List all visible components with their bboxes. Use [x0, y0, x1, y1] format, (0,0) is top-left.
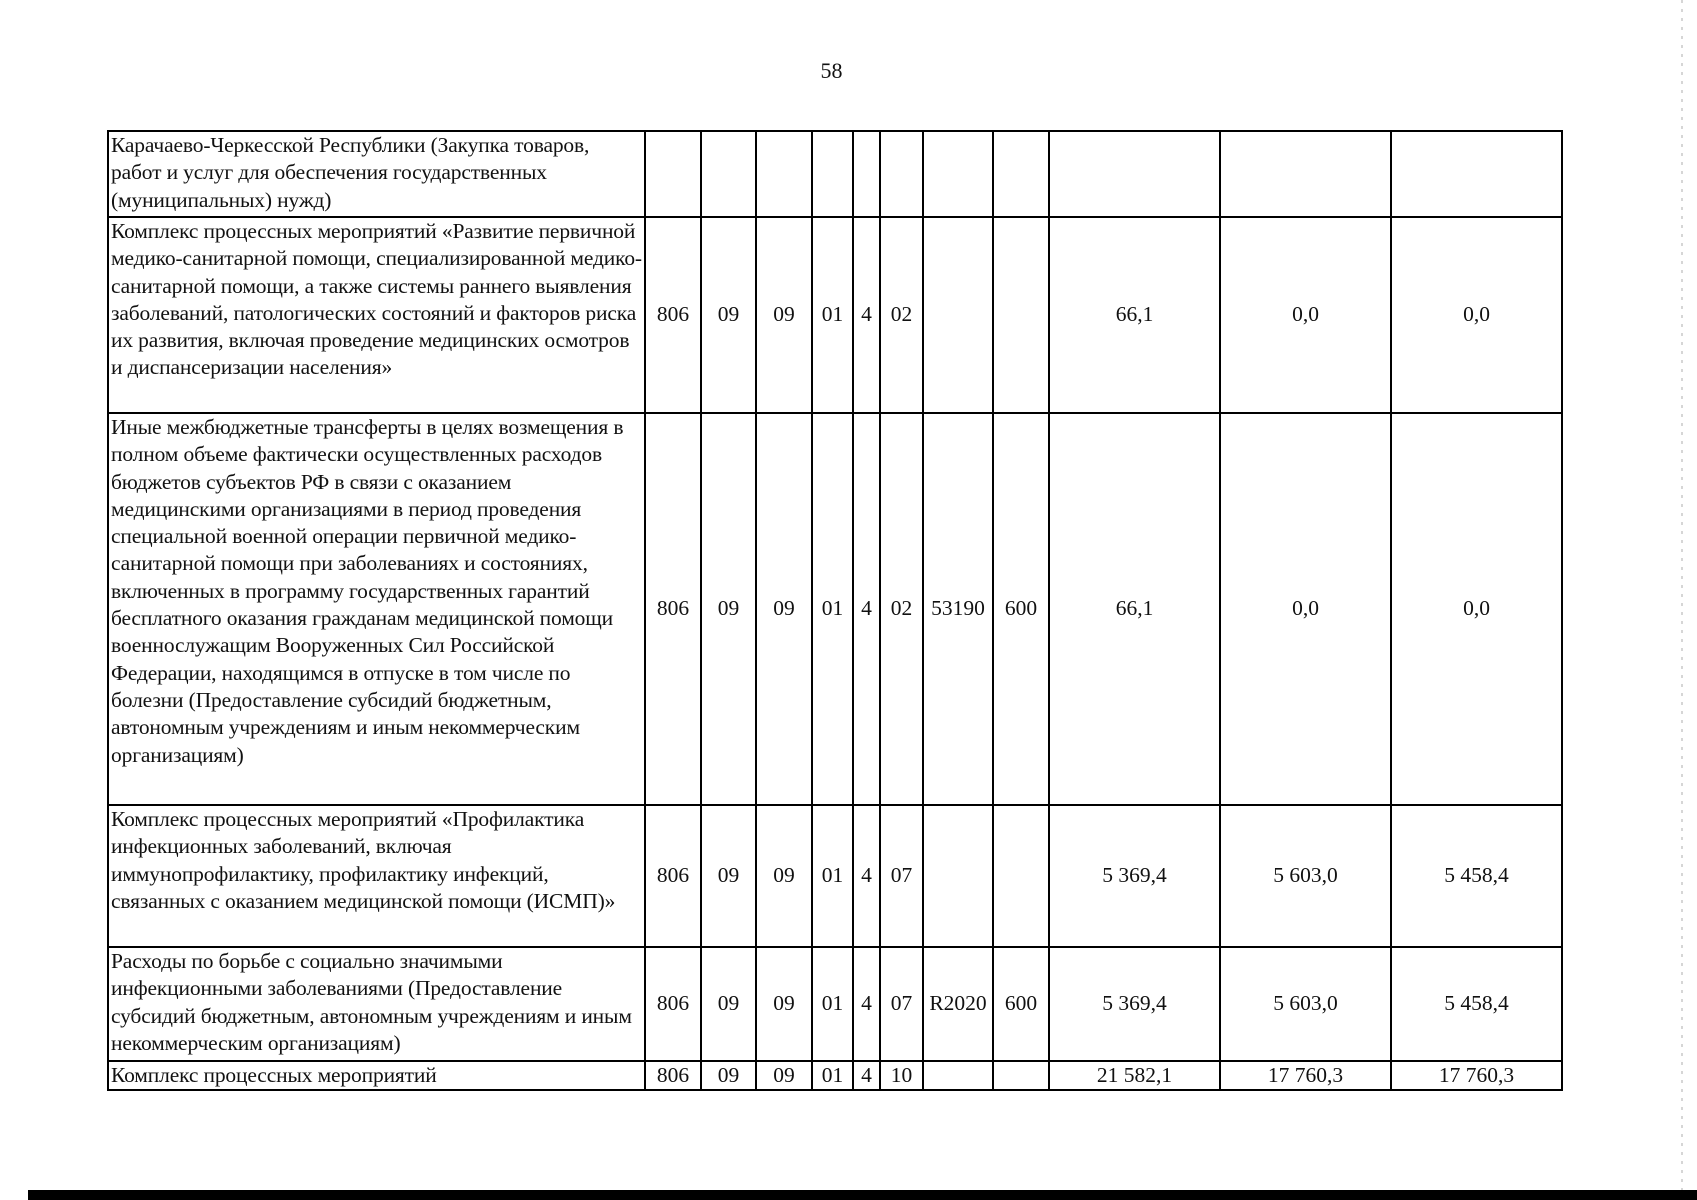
- item-code: 07: [880, 805, 923, 947]
- amount-2024: 5 369,4: [1049, 947, 1220, 1061]
- row-name: Комплекс процессных мероприятий: [108, 1061, 645, 1090]
- subprogram-code: 4: [853, 1061, 880, 1090]
- subsection-code: [756, 131, 812, 217]
- section-code: 09: [701, 1061, 756, 1090]
- amount-2025: 0,0: [1220, 413, 1391, 805]
- expense-type-code: [993, 1061, 1049, 1090]
- expense-type-code: 600: [993, 947, 1049, 1061]
- amount-2024: 66,1: [1049, 413, 1220, 805]
- amount-2024: 5 369,4: [1049, 805, 1220, 947]
- ministry-code: 806: [645, 805, 701, 947]
- target-code: [923, 131, 993, 217]
- amount-2025: [1220, 131, 1391, 217]
- amount-2026: 17 760,3: [1391, 1061, 1562, 1090]
- amount-2024: [1049, 131, 1220, 217]
- subprogram-code: 4: [853, 805, 880, 947]
- item-code: 07: [880, 947, 923, 1061]
- program-code: 01: [812, 413, 853, 805]
- amount-2026: [1391, 131, 1562, 217]
- section-code: 09: [701, 217, 756, 413]
- amount-2025: 5 603,0: [1220, 947, 1391, 1061]
- target-code: [923, 217, 993, 413]
- section-code: [701, 131, 756, 217]
- subsection-code: 09: [756, 805, 812, 947]
- ministry-code: [645, 131, 701, 217]
- expense-type-code: [993, 217, 1049, 413]
- expense-type-code: [993, 805, 1049, 947]
- section-code: 09: [701, 947, 756, 1061]
- amount-2025: 17 760,3: [1220, 1061, 1391, 1090]
- item-code: [880, 131, 923, 217]
- amount-2026: 0,0: [1391, 217, 1562, 413]
- budget-table: [107, 130, 1563, 1091]
- section-code: 09: [701, 805, 756, 947]
- subprogram-code: 4: [853, 947, 880, 1061]
- table-row: [108, 131, 1562, 217]
- program-code: 01: [812, 217, 853, 413]
- target-code: R2020: [923, 947, 993, 1061]
- table-row: [108, 805, 1562, 947]
- target-code: 53190: [923, 413, 993, 805]
- item-code: 02: [880, 217, 923, 413]
- program-code: [812, 131, 853, 217]
- row-name: Иные межбюджетные трансферты в целях возмещения в полном объеме фактически осуществленных расходов бюджетов субъектов РФ в связи с оказанием медицинскими организациями в период проведения специальной военной операции первичной медико-санитарной помощи при заболеваниях и состояниях, включенных в программу государственных гарантий бесплатного оказания гражданам медицинской помощи военнослужащим Вооруженных Сил Российской Федерации, находящимся в отпуске в том числе по болезни (Предоставление субсидий бюджетным, автономным учреждениям и иным некоммерческим организациям): [108, 413, 645, 805]
- subprogram-code: 4: [853, 217, 880, 413]
- row-name: Карачаево-Черкесской Республики (Закупка товаров, работ и услуг для обеспечения государственных (муниципальных) нужд): [108, 131, 645, 217]
- subprogram-code: 4: [853, 413, 880, 805]
- ministry-code: 806: [645, 413, 701, 805]
- item-code: 02: [880, 413, 923, 805]
- subprogram-code: [853, 131, 880, 217]
- amount-2024: 66,1: [1049, 217, 1220, 413]
- amount-2025: 5 603,0: [1220, 805, 1391, 947]
- amount-2024: 21 582,1: [1049, 1061, 1220, 1090]
- ministry-code: 806: [645, 947, 701, 1061]
- target-code: [923, 805, 993, 947]
- program-code: 01: [812, 947, 853, 1061]
- page-number: 58: [820, 58, 843, 83]
- amount-2025: 0,0: [1220, 217, 1391, 413]
- amount-2026: 0,0: [1391, 413, 1562, 805]
- ministry-code: 806: [645, 217, 701, 413]
- subsection-code: 09: [756, 1061, 812, 1090]
- row-name: Комплекс процессных мероприятий «Развитие первичной медико-санитарной помощи, специализированной медико-санитарной помощи, а также системы раннего выявления заболеваний, патологических состояний и факторов риска их развития, включая проведение медицинских осмотров и диспансеризации населения»: [108, 217, 645, 413]
- subsection-code: 09: [756, 947, 812, 1061]
- table-row: [108, 1061, 1562, 1090]
- target-code: [923, 1061, 993, 1090]
- row-name: Расходы по борьбе с социально значимыми инфекционными заболеваниями (Предоставление субсидий бюджетным, автономным учреждениям и иным некоммерческим организациям): [108, 947, 645, 1061]
- subsection-code: 09: [756, 413, 812, 805]
- table-row: [108, 947, 1562, 1061]
- table-row: [108, 217, 1562, 413]
- program-code: 01: [812, 805, 853, 947]
- scan-bottom-border: [28, 1190, 1697, 1200]
- expense-type-code: [993, 131, 1049, 217]
- amount-2026: 5 458,4: [1391, 805, 1562, 947]
- table-row: [108, 413, 1562, 805]
- ministry-code: 806: [645, 1061, 701, 1090]
- row-name: Комплекс процессных мероприятий «Профилактика инфекционных заболеваний, включая иммунопрофилактику, профилактику инфекций, связанных с оказанием медицинской помощи (ИСМП)»: [108, 805, 645, 947]
- expense-type-code: 600: [993, 413, 1049, 805]
- subsection-code: 09: [756, 217, 812, 413]
- scan-edge-mark: [1681, 0, 1683, 1190]
- program-code: 01: [812, 1061, 853, 1090]
- section-code: 09: [701, 413, 756, 805]
- item-code: 10: [880, 1061, 923, 1090]
- amount-2026: 5 458,4: [1391, 947, 1562, 1061]
